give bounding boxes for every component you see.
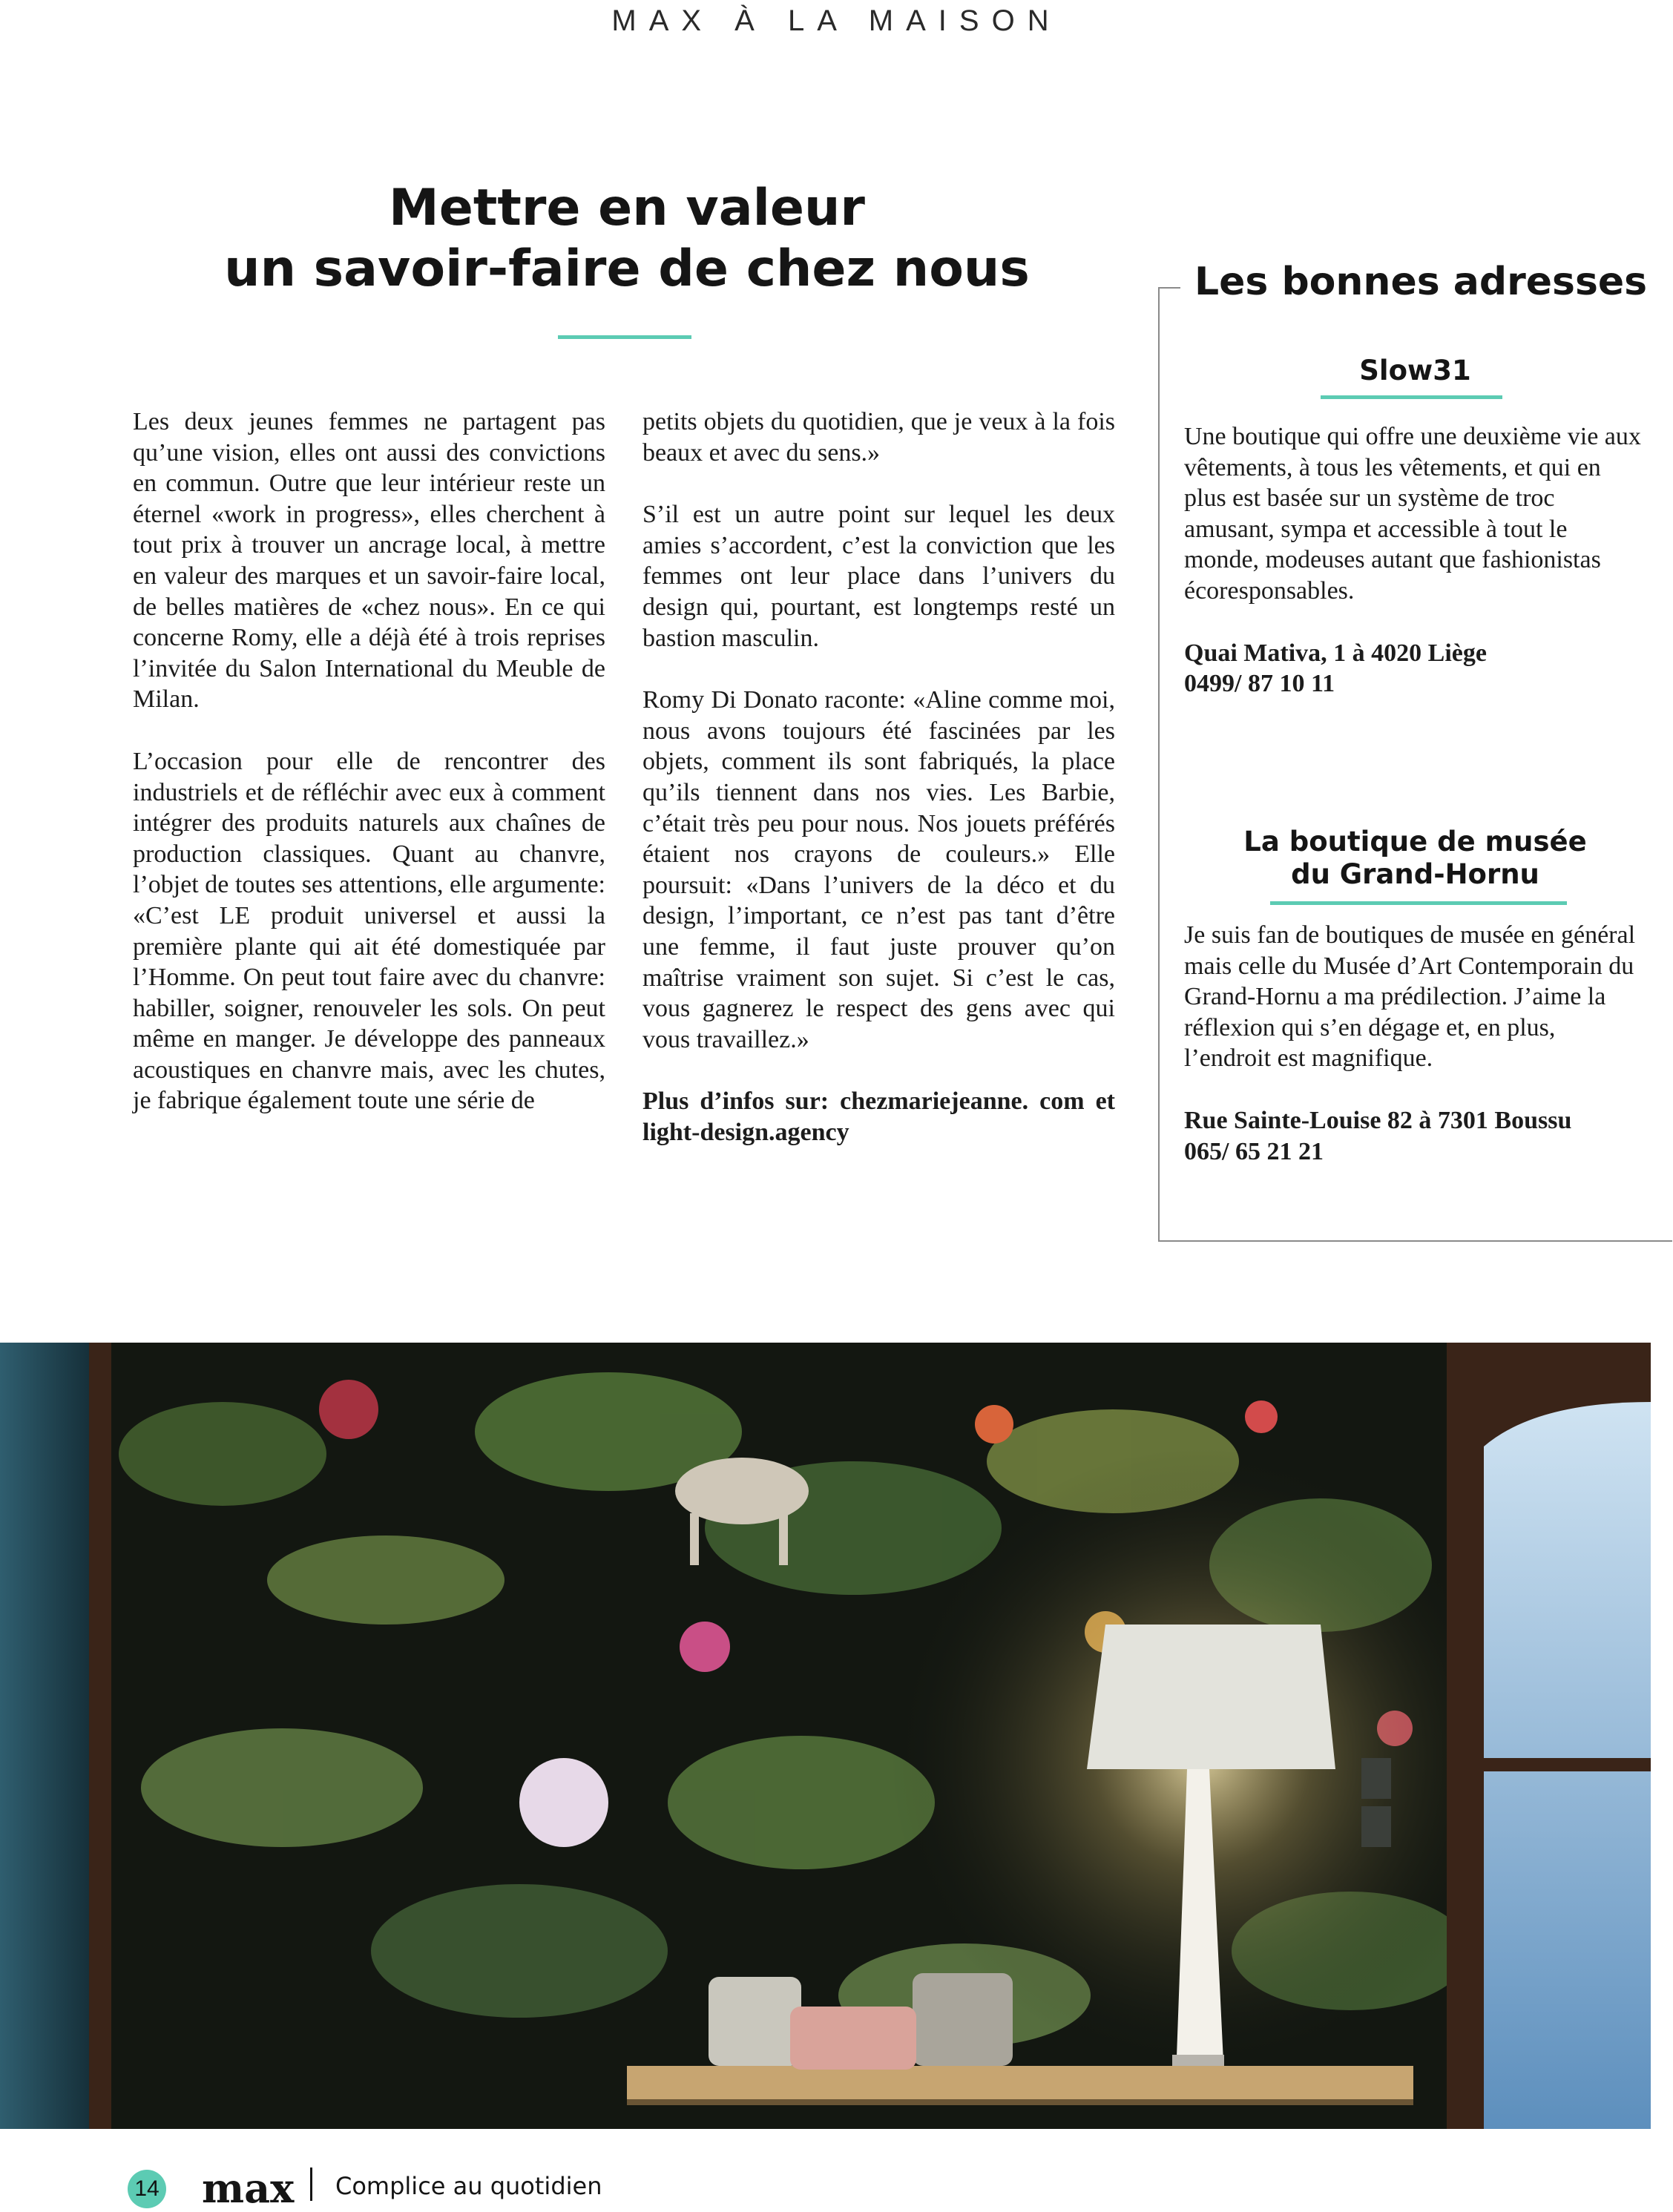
address-line: Quai Mativa, 1 à 4020 Liège [1184, 639, 1487, 667]
footer-separator [310, 2167, 312, 2201]
shop-name-slow31: Slow31 [1359, 355, 1471, 386]
sidebar-title: Les bonnes adresses [1194, 260, 1669, 304]
shop-divider [1270, 901, 1567, 905]
title-divider [558, 335, 691, 339]
article-title [134, 178, 1120, 300]
more-info-links: Plus d’infos sur: chezmariejeanne. com et light-design.agency [642, 1087, 1115, 1146]
shop-name-line: La boutique de musée [1243, 826, 1587, 858]
paragraph: petits objets du quotidien, que je veux à la fois beaux et avec du sens.» [642, 408, 1115, 467]
magazine-logo: max [202, 2165, 295, 2212]
phone-line: 0499/ 87 10 11 [1184, 670, 1335, 698]
title-line-1: Mettre en valeur [389, 179, 865, 237]
shop-entry-grand-hornu [1184, 920, 1648, 1167]
paragraph: L’occasion pour elle de rencontrer des industriels et de réfléchir avec eux à comment intégrer des produits naturels aux chaînes de production classiques. Quant au chanvre, l’objet de toutes ses attentions, elle argumente: «C’est LE produit universel et aussi la première plante qui ait été domestiquée par l’Homme. On peut tout faire avec du chanvre: habiller, soigner, renouveler les sols. On peut même en manger. Je développe des panneaux acoustiques en chanvre mais, avec les chutes, je fabrique également toute une série de [133, 747, 605, 1115]
article-column-2 [642, 406, 1115, 1179]
article-column-1 [133, 406, 605, 1148]
shop-name-line: du Grand-Hornu [1291, 858, 1539, 890]
address-line: Rue Sainte-Louise 82 à 7301 Boussu [1184, 1106, 1572, 1134]
paragraph: S’il est un autre point sur lequel les deux amies s’accordent, c’est la conviction que les femmes ont leur place dans l’univers du design qui, pourtant, est longtemps resté un bastion masculin. [642, 501, 1115, 652]
magazine-tagline: Complice au quotidien [335, 2172, 602, 2200]
shop-divider [1321, 395, 1502, 399]
shop-address [1184, 1105, 1648, 1167]
paragraph: Romy Di Donato raconte: «Aline comme moi, nous avons toujours été fascinées par les objets, comment ils sont fabriqués, la place qu’ils tiennent dans nos vies. Les Barbie, c’était très peu pour nous. Nos jouets préférés étaient nos crayons de couleurs.» Elle poursuit: «Dans l’univers de la déco et du design, l’important, ce n’est pas tant d’être une femme, il faut juste prouver qu’on maîtrise vraiment son sujet. Si c’est le cas, vous gagnerez le respect des gens avec qui vous travaillez.» [642, 686, 1115, 1053]
paragraph: Les deux jeunes femmes ne partagent pas qu’une vision, elles ont aussi des convictions en commun. Outre que leur intérieur reste un éternel «work in progress», elles cherchent à tout prix à trouver un ancrage local, à mettre en valeur des marques et un savoir-faire local, de belles matières de «chez nous». En ce qui concerne Romy, elle a déjà été à trois reprises l’invitée du Salon International du Meuble de Milan. [133, 408, 605, 714]
interior-photo [0, 1343, 1651, 2129]
shop-address [1184, 638, 1648, 700]
title-line-2: un savoir-faire de chez nous [224, 240, 1030, 298]
shop-description: Une boutique qui offre une deuxième vie aux vêtements, à tous les vêtements, et qui en plus est basée sur un système de troc amusant, sympa et accessible à tout le monde, modeuses autant que fashionistas écoresponsables. [1184, 423, 1641, 605]
page-number: 14 [128, 2170, 166, 2208]
shop-entry-slow31 [1184, 421, 1648, 700]
shop-name-grand-hornu [1158, 826, 1672, 891]
section-kicker: MAX À LA MAISON [611, 4, 1062, 37]
shop-description: Je suis fan de boutiques de musée en général mais celle du Musée d’Art Contemporain du Grand-Hornu a ma prédilection. J’aime la réflexion qui s’en dégage et, en plus, l’endroit est magnifique. [1184, 921, 1636, 1073]
sidebar-corner-tick [1158, 287, 1180, 289]
interior-photo-illustration [0, 1343, 1651, 2129]
phone-line: 065/ 65 21 21 [1184, 1137, 1324, 1165]
